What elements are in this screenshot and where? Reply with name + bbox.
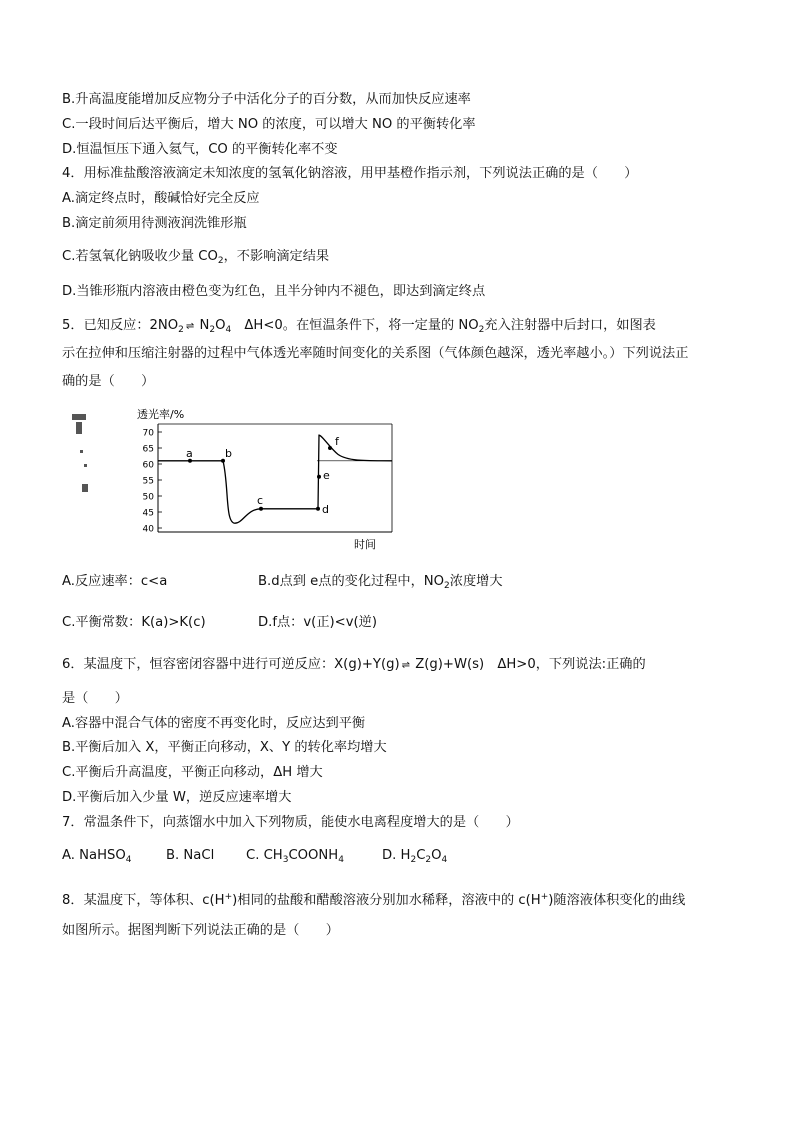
point-label-a: a <box>186 446 193 460</box>
q6-option-a: A.容器中混合气体的密度不再变化时，反应达到平衡 <box>62 716 366 731</box>
question-6-line2: 是（ ） <box>62 691 128 706</box>
point-label-c: c <box>257 493 264 507</box>
question-5-line2: 示在拉伸和压缩注射器的过程中气体透光率随时间变化的关系图（气体颜色越深，透光率越小。）下列说法正 <box>62 346 689 361</box>
q7-option-c: C. $CH_3COONH_4$ <box>246 848 344 865</box>
point-f <box>328 446 332 450</box>
scan-mark <box>82 484 88 492</box>
scan-mark <box>72 414 86 420</box>
q6-option-b: B.平衡后加入 X，平衡正向移动，X、Y 的转化率均增大 <box>62 740 387 755</box>
q3-option-b: B.升高温度能增加反应物分子中活化分子的百分数，从而加快反应速率 <box>62 92 471 107</box>
q5-option-b: B.d点到 e点的变化过程中，$NO_2$浓度增大 <box>258 574 503 591</box>
y-tick-label: 50 <box>142 492 154 503</box>
x-axis-label: 时间 <box>354 538 376 551</box>
scan-mark <box>80 450 83 453</box>
scan-mark <box>76 422 82 434</box>
q4-option-a: A.滴定终点时，酸碱恰好完全反应 <box>62 191 260 206</box>
scan-marks-left <box>72 414 88 492</box>
equilibrium-arrow-icon: ⇌ <box>185 321 194 332</box>
y-tick-label: 45 <box>142 508 154 519</box>
question-8-stem: 8．某温度下，等体积、c(H+)相同的盐酸和醋酸溶液分别加水稀释，溶液中的 c(H+)随溶液体积变化的曲线 <box>62 892 686 908</box>
q5-option-d: D.f点：v(正)<v(逆) <box>258 615 377 630</box>
point-e <box>317 475 321 479</box>
y-tick-label: 55 <box>142 476 154 487</box>
q3-option-c: C.一段时间后达平衡后，增大 NO 的浓度，可以增大 NO 的平衡转化率 <box>62 117 476 132</box>
q3-option-d: D.恒温恒压下通入氦气，CO 的平衡转化率不变 <box>62 142 338 157</box>
y-tick-label: 40 <box>142 524 154 535</box>
q5-option-a: A.反应速率：c<a <box>62 574 168 589</box>
y-axis-label: 透光率/% <box>137 408 185 421</box>
q5-option-c: C.平衡常数：K(a)>K(c) <box>62 615 206 630</box>
transmittance-curve <box>158 435 392 523</box>
equilibrium-arrow-icon: ⇌ <box>401 660 409 671</box>
q4-option-c: C.若氢氧化钠吸收少量 $CO_2$，不影响滴定结果 <box>62 249 330 266</box>
question-8-line2: 如图所示。据图判断下列说法正确的是（ ） <box>62 923 339 938</box>
q7-option-a: A. NaHSO$_4$ <box>62 848 132 865</box>
q4-option-b: B.滴定前须用待测液润洗锥形瓶 <box>62 216 247 231</box>
point-label-b: b <box>225 446 232 460</box>
question-5-line3: 确的是（ ） <box>62 374 155 389</box>
point-d <box>316 507 320 511</box>
point-label-e: e <box>323 468 330 482</box>
y-tick-label: 60 <box>142 460 154 471</box>
q6-option-d: D.平衡后加入少量 W，逆反应速率增大 <box>62 790 292 805</box>
q4-option-d: D.当锥形瓶内溶液由橙色变为红色，且半分钟内不褪色，即达到滴定终点 <box>62 284 486 299</box>
point-label-d: d <box>322 502 329 516</box>
scan-mark <box>84 464 87 467</box>
q7-option-d: D. $H_2C_2O_4$ <box>382 848 448 865</box>
point-label-f: f <box>335 435 339 448</box>
question-7-stem: 7．常温条件下，向蒸馏水中加入下列物质，能使水电离程度增大的是（ ） <box>62 815 519 830</box>
question-5-stem: 5．已知反应：$2NO_2$ ⇌ $N_2O_4$ ΔH<0。在恒温条件下，将一定量的 $NO_2$充入注射器中后封口，如图表 <box>62 318 656 335</box>
transmittance-chart <box>62 402 402 554</box>
question-4-stem: 4．用标准盐酸溶液滴定未知浓度的氢氧化钠溶液，用甲基橙作指示剂，下列说法正确的是（ ） <box>62 166 638 181</box>
point-c <box>259 507 263 511</box>
q6-option-c: C.平衡后升高温度，平衡正向移动，ΔH 增大 <box>62 765 323 780</box>
y-tick-label: 65 <box>142 444 154 455</box>
question-6-stem: 6．某温度下，恒容密闭容器中进行可逆反应：X(g)+Y(g) ⇌ Z(g)+W(s) ΔH>0，下列说法:正确的 <box>62 655 646 676</box>
q7-option-b: B. NaCl <box>166 848 215 863</box>
y-tick-label: 70 <box>142 428 154 439</box>
